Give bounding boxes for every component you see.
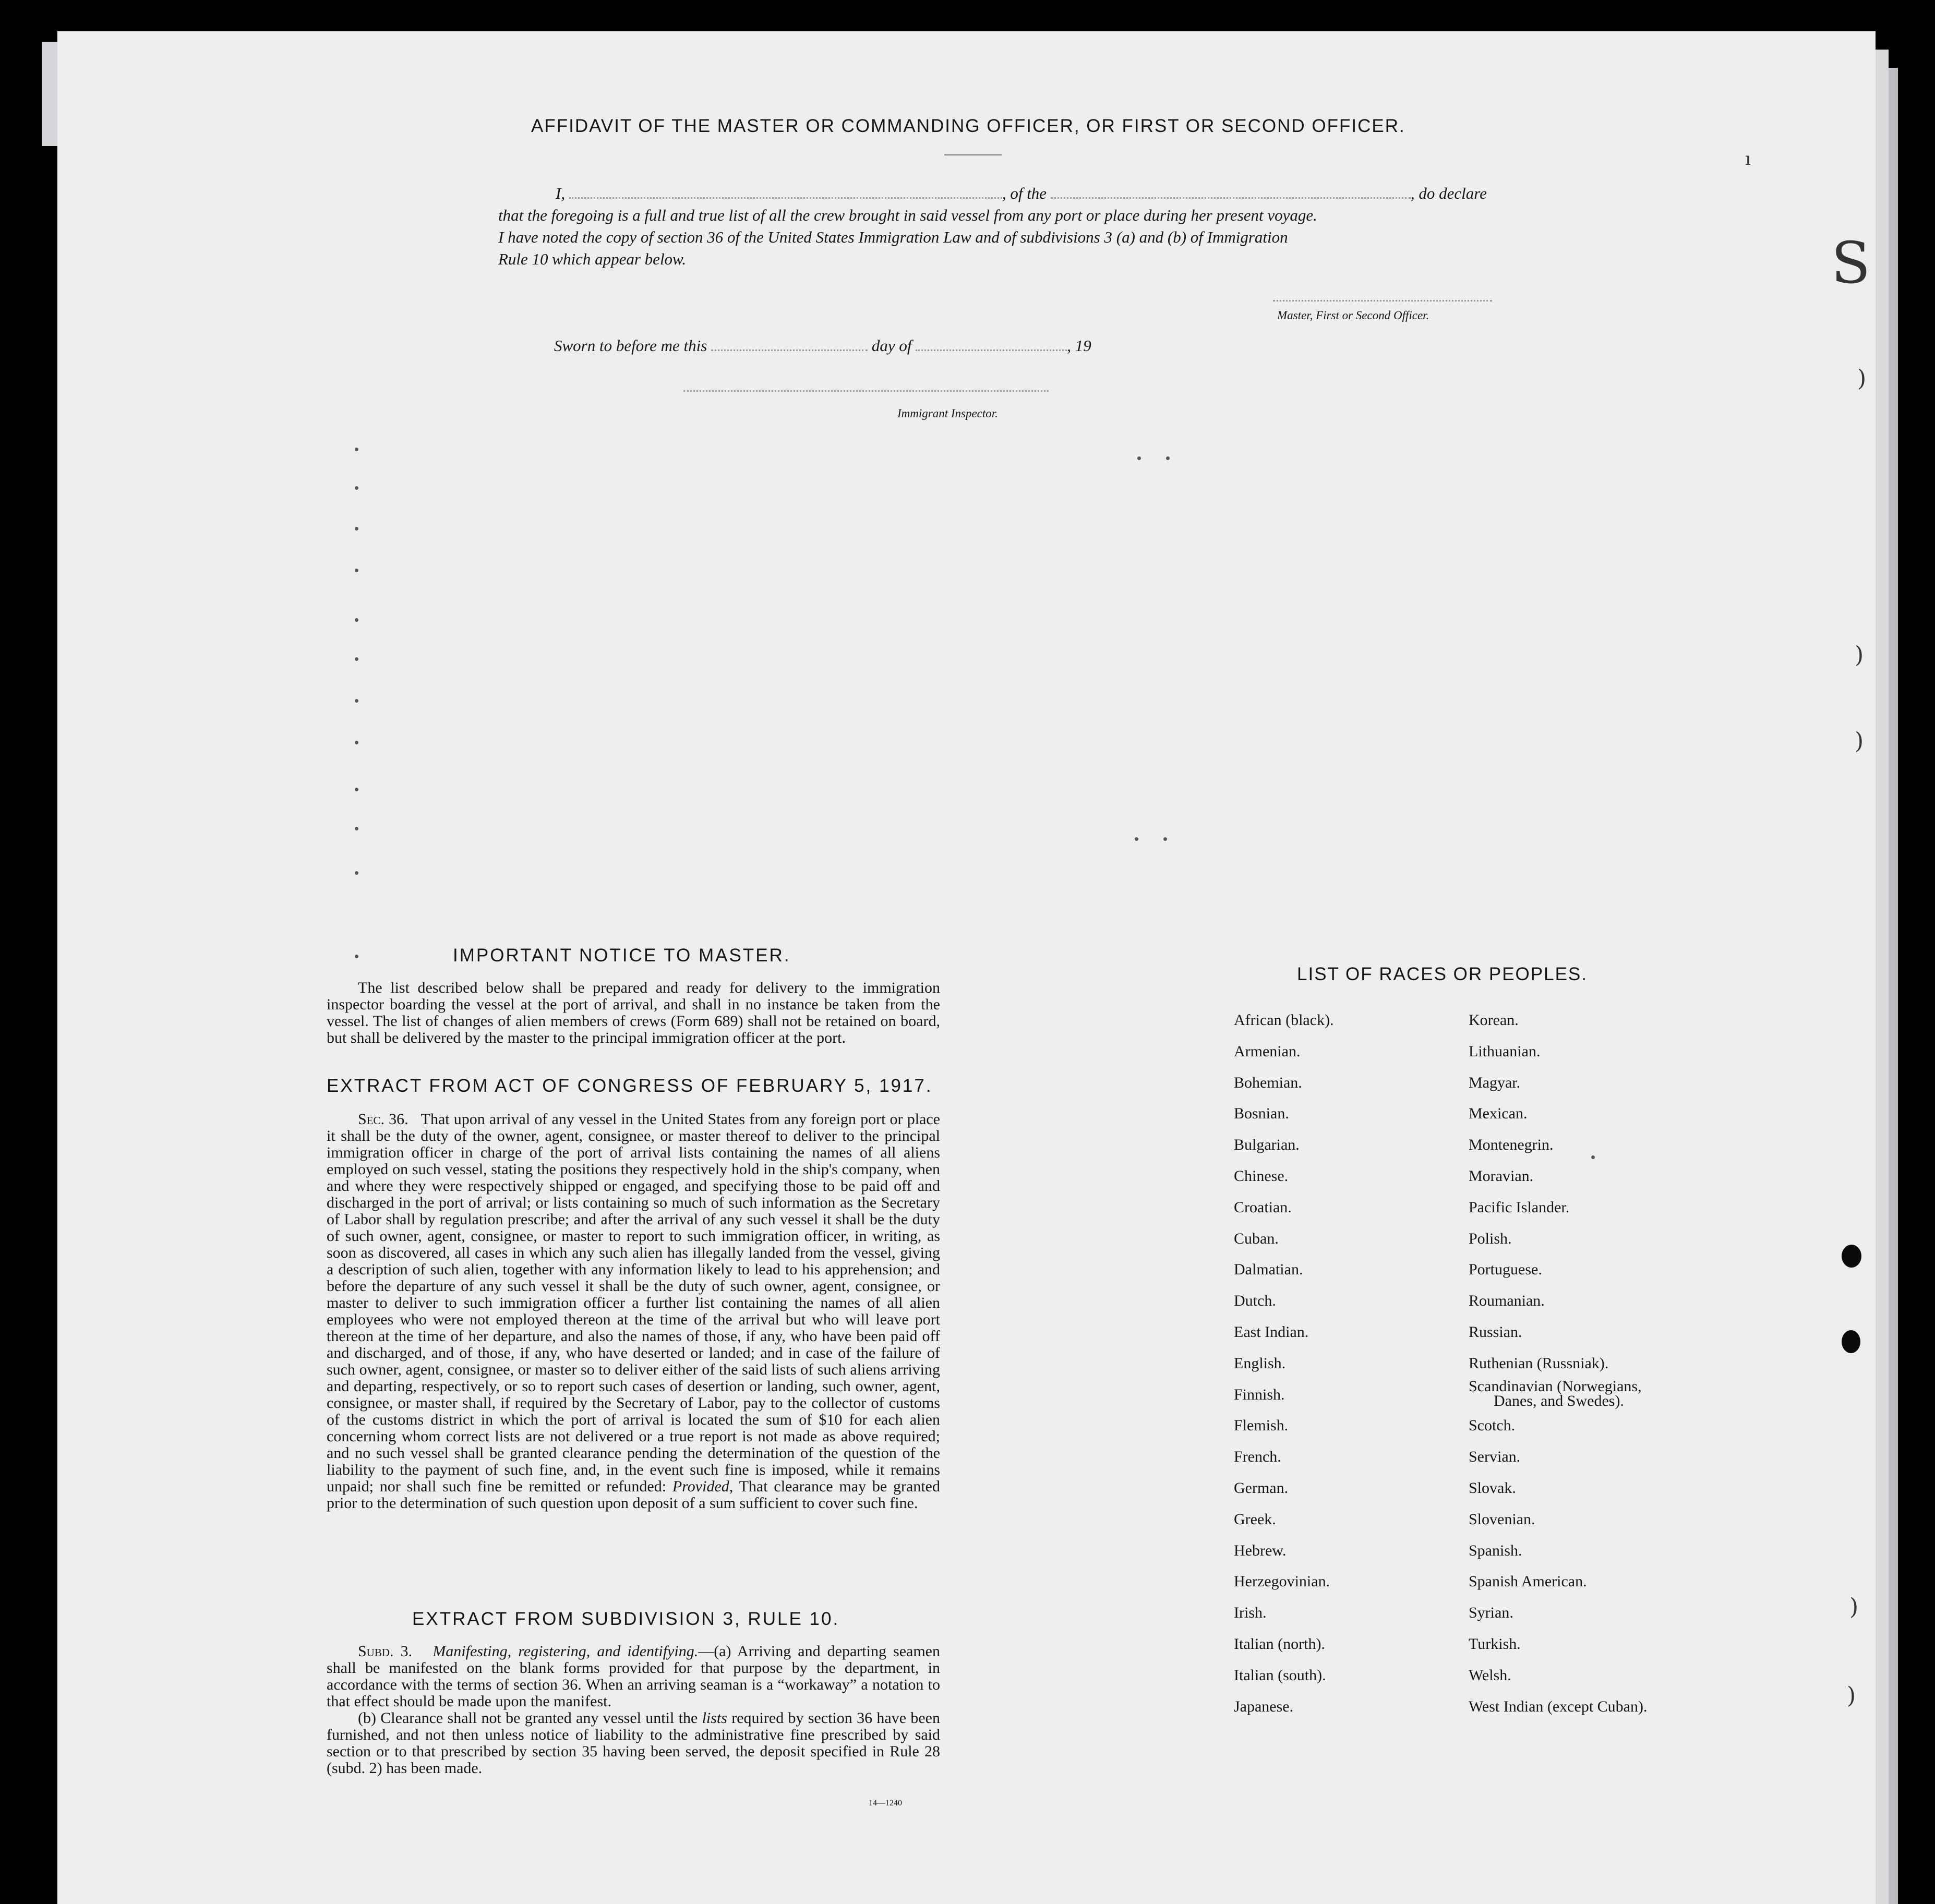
stray-dot	[355, 569, 358, 572]
page-edge	[1876, 50, 1889, 1904]
race-item: Bulgarian.	[1234, 1136, 1300, 1153]
race-item: Finnish.	[1234, 1386, 1285, 1403]
stray-dot	[355, 448, 358, 451]
race-item: Bohemian.	[1234, 1074, 1302, 1091]
stray-dot	[355, 827, 358, 830]
scan-mark: )	[1857, 365, 1867, 392]
race-item: Russian.	[1469, 1323, 1522, 1341]
race-item: Korean.	[1469, 1011, 1519, 1029]
race-item: German.	[1234, 1479, 1289, 1497]
race-item: Dutch.	[1234, 1292, 1276, 1309]
act-extract-text	[327, 1111, 940, 1512]
sworn-line	[554, 335, 1091, 357]
page-edge-shadow	[1889, 68, 1898, 1904]
sworn-month-field[interactable]	[916, 350, 1067, 351]
sworn-year: , 19	[1067, 336, 1091, 355]
affidavit-do-declare: , do declare	[1410, 184, 1487, 202]
act-extract-title: EXTRACT FROM ACT OF CONGRESS OF FEBRUARY 5, 1917.	[327, 1076, 933, 1096]
master-signature-field[interactable]	[1273, 300, 1492, 302]
name-field[interactable]	[569, 197, 1002, 199]
race-item: Bosnian.	[1234, 1105, 1289, 1122]
race-item: Polish.	[1469, 1230, 1512, 1247]
races-title: LIST OF RACES OR PEOPLES.	[1297, 964, 1588, 984]
stray-dot	[355, 788, 358, 791]
subd-para-b-prefix: (b) Clearance shall not be granted any vessel until the	[358, 1709, 698, 1727]
race-item: English.	[1234, 1355, 1286, 1372]
race-item: Chinese.	[1234, 1167, 1289, 1185]
race-item: Italian (south).	[1234, 1667, 1326, 1684]
affidavit-i: I,	[556, 184, 566, 202]
stray-dot	[355, 741, 358, 744]
race-item: Hebrew.	[1234, 1542, 1287, 1559]
race-item: Mexican.	[1469, 1105, 1528, 1122]
race-item: Montenegrin.	[1469, 1136, 1554, 1153]
stray-dot	[1166, 456, 1170, 460]
subd-label: Subd. 3.	[358, 1643, 413, 1660]
document-page	[57, 31, 1876, 1904]
subd-para-b-lists: lists	[702, 1709, 727, 1727]
sworn-day-of: day of	[871, 336, 912, 355]
subd-para-a: —(a) Arriving and departing seamen shall be manifested on the blank forms provided for that purpose by the department, in accordance with the terms of section 36. When an arriving seaman is a “workaway” a notation to that effect should be made upon the manifest.	[327, 1643, 940, 1710]
race-item: Syrian.	[1469, 1604, 1513, 1621]
notice-title: IMPORTANT NOTICE TO MASTER.	[453, 945, 791, 966]
affidavit-of-the: , of the	[1002, 184, 1047, 202]
inspector-signature-field[interactable]	[683, 390, 1049, 392]
binder-hole	[1842, 1245, 1861, 1268]
race-item: Flemish.	[1234, 1417, 1289, 1434]
race-item: Lithuanian.	[1469, 1043, 1541, 1060]
stray-dot	[355, 527, 358, 531]
vessel-field[interactable]	[1051, 197, 1411, 199]
stray-dot	[355, 871, 358, 875]
race-item: Japanese.	[1234, 1698, 1294, 1715]
sec-text-end: That clearance may be granted prior to the determination of such question upon deposit of a sum sufficient to cover such fine.	[327, 1478, 940, 1512]
race-item: Croatian.	[1234, 1199, 1292, 1216]
race-item: Portuguese.	[1469, 1261, 1542, 1278]
inspector-label: Immigrant Inspector.	[897, 407, 998, 420]
affidavit-line3: I have noted the copy of section 36 of the United States Immigration Law and of subdivisions 3 (a) and (b) of Immigration	[498, 228, 1288, 246]
notice-paragraph: The list described below shall be prepared and ready for delivery to the immigration inspector boarding the vessel at the port of arrival, and shall in no instance be taken from the vessel. The list of changes of alien members of crews (Form 689) shall not be retained on board, but shall be delivered by the master to the principal immigration officer at the port.	[327, 979, 940, 1046]
race-item: French.	[1234, 1448, 1281, 1465]
stray-dot	[355, 618, 358, 622]
race-item: Magyar.	[1469, 1074, 1521, 1091]
sworn-day-field[interactable]	[711, 350, 868, 351]
sec-text: That upon arrival of any vessel in the United States from any foreign port or place it shall be the duty of the owner, agent, consignee, or master thereof to deliver to the principal immigration officer in charge of the port of arrival lists containing the names of all aliens employed on such vessel, stating the positions they respectively hold in the ship's company, when and where they were respectively shipped or engaged, and specifying those to be paid off and discharged in the port of arrival; or lists containing so much of such information as the Secretary of Labor shall by regulation prescribe; and after the arrival of any such vessel it shall be the duty of such owner, agent, consignee, or master to report to such immigration officer, in writing, as soon as discovered, all cases in which any such alien has illegally landed from the vessel, giving a description of such alien, together with any information likely to lead to his apprehension; and before the departure of any such vessel it shall be the duty of such owner, agent, consignee, or master to deliver to such immigration officer a further list containing the names of all alien employees who were not employed thereon at the time of the arrival but who will leave port thereon at the time of her departure, and also the names of those, if any, who have been paid off and discharged, and of those, if any, who have deserted or landed; and in case of the failure of such owner, agent, consignee, or master so to deliver either of the said lists of such aliens arriving and departing, respectively, or so to report such cases of desertion or landing, such owner, agent, consignee, or master shall, if required by the Secretary of Labor, pay to the collector of customs of the customs district in which the port of arrival is located the sum of $10 for each alien concerning whom correct lists are not delivered or a true report is not made as above required; and no such vessel shall be granted clearance pending the determination of the question of the liability to the payment of such fine, and, in the event such fine is imposed, while it remains unpaid; nor shall such fine be remitted or refunded:	[327, 1111, 940, 1495]
race-item: Turkish.	[1469, 1635, 1521, 1653]
scan-mark: ı	[1745, 149, 1751, 170]
race-item: Spanish.	[1469, 1542, 1522, 1559]
race-item: Irish.	[1234, 1604, 1267, 1621]
scan-mark: )	[1855, 728, 1864, 754]
scan-mark: )	[1855, 642, 1864, 668]
race-item: Italian (north).	[1234, 1635, 1325, 1653]
scan-mark: )	[1847, 1682, 1856, 1709]
race-item: Servian.	[1469, 1448, 1521, 1465]
rule-extract-text	[327, 1643, 940, 1777]
sworn-prefix: Sworn to before me this	[554, 336, 707, 355]
race-item: Moravian.	[1469, 1167, 1534, 1185]
stray-dot	[1135, 837, 1138, 841]
form-number: 14—1240	[869, 1799, 902, 1807]
stray-dot	[355, 486, 358, 490]
provided-label: Provided,	[672, 1478, 734, 1495]
race-item: Slovak.	[1469, 1479, 1516, 1497]
race-item: Roumanian.	[1469, 1292, 1545, 1309]
stray-dot	[355, 657, 358, 661]
race-item: African (black).	[1234, 1011, 1334, 1029]
stray-dot	[1137, 456, 1141, 460]
race-item: Herzegovinian.	[1234, 1573, 1330, 1590]
race-item: Dalmatian.	[1234, 1261, 1303, 1278]
affidavit-line2: that the foregoing is a full and true list of all the crew brought in said vessel from any port or place during her present voyage.	[498, 206, 1317, 224]
affidavit-line4: Rule 10 which appear below.	[498, 250, 687, 268]
affidavit-text	[498, 183, 1513, 270]
stray-dot	[355, 699, 358, 703]
scan-mark: S	[1831, 230, 1871, 296]
stray-dot	[1163, 837, 1167, 841]
race-item: Armenian.	[1234, 1043, 1301, 1060]
binder-hole	[1842, 1330, 1860, 1353]
race-item: Cuban.	[1234, 1230, 1279, 1247]
notice-text	[327, 980, 940, 1046]
rule-extract-title: EXTRACT FROM SUBDIVISION 3, RULE 10.	[412, 1609, 840, 1629]
subd-para-b-rest: required by section 36 have been furnished, and not then unless notice of liability to the administrative fine prescribed by said section or to that prescribed by section 35 having been served, the deposit specified in Rule 28 (subd. 2) has been made.	[327, 1709, 940, 1777]
race-item: Slovenian.	[1469, 1511, 1535, 1528]
stray-dot	[355, 955, 358, 958]
race-item: Welsh.	[1469, 1667, 1511, 1684]
race-item: Scandinavian (Norwegians, Danes, and Swedes).	[1469, 1378, 1642, 1409]
stray-dot	[1591, 1155, 1595, 1159]
scan-mark: )	[1849, 1594, 1859, 1620]
race-item: Greek.	[1234, 1511, 1276, 1528]
race-item: Spanish American.	[1469, 1573, 1587, 1590]
race-item: East Indian.	[1234, 1323, 1309, 1341]
master-signature-label: Master, First or Second Officer.	[1277, 309, 1429, 322]
sec-label: Sec. 36.	[358, 1111, 408, 1128]
race-item: Scotch.	[1469, 1417, 1516, 1434]
affidavit-title: AFFIDAVIT OF THE MASTER OR COMMANDING OFFICER, OR FIRST OR SECOND OFFICER.	[531, 116, 1405, 136]
race-item: Ruthenian (Russniak).	[1469, 1355, 1609, 1372]
subd-heading: Manifesting, registering, and identifying.	[432, 1643, 699, 1660]
race-item: Pacific Islander.	[1469, 1199, 1570, 1216]
race-item: West Indian (except Cuban).	[1469, 1698, 1648, 1715]
title-rule	[944, 154, 1002, 155]
